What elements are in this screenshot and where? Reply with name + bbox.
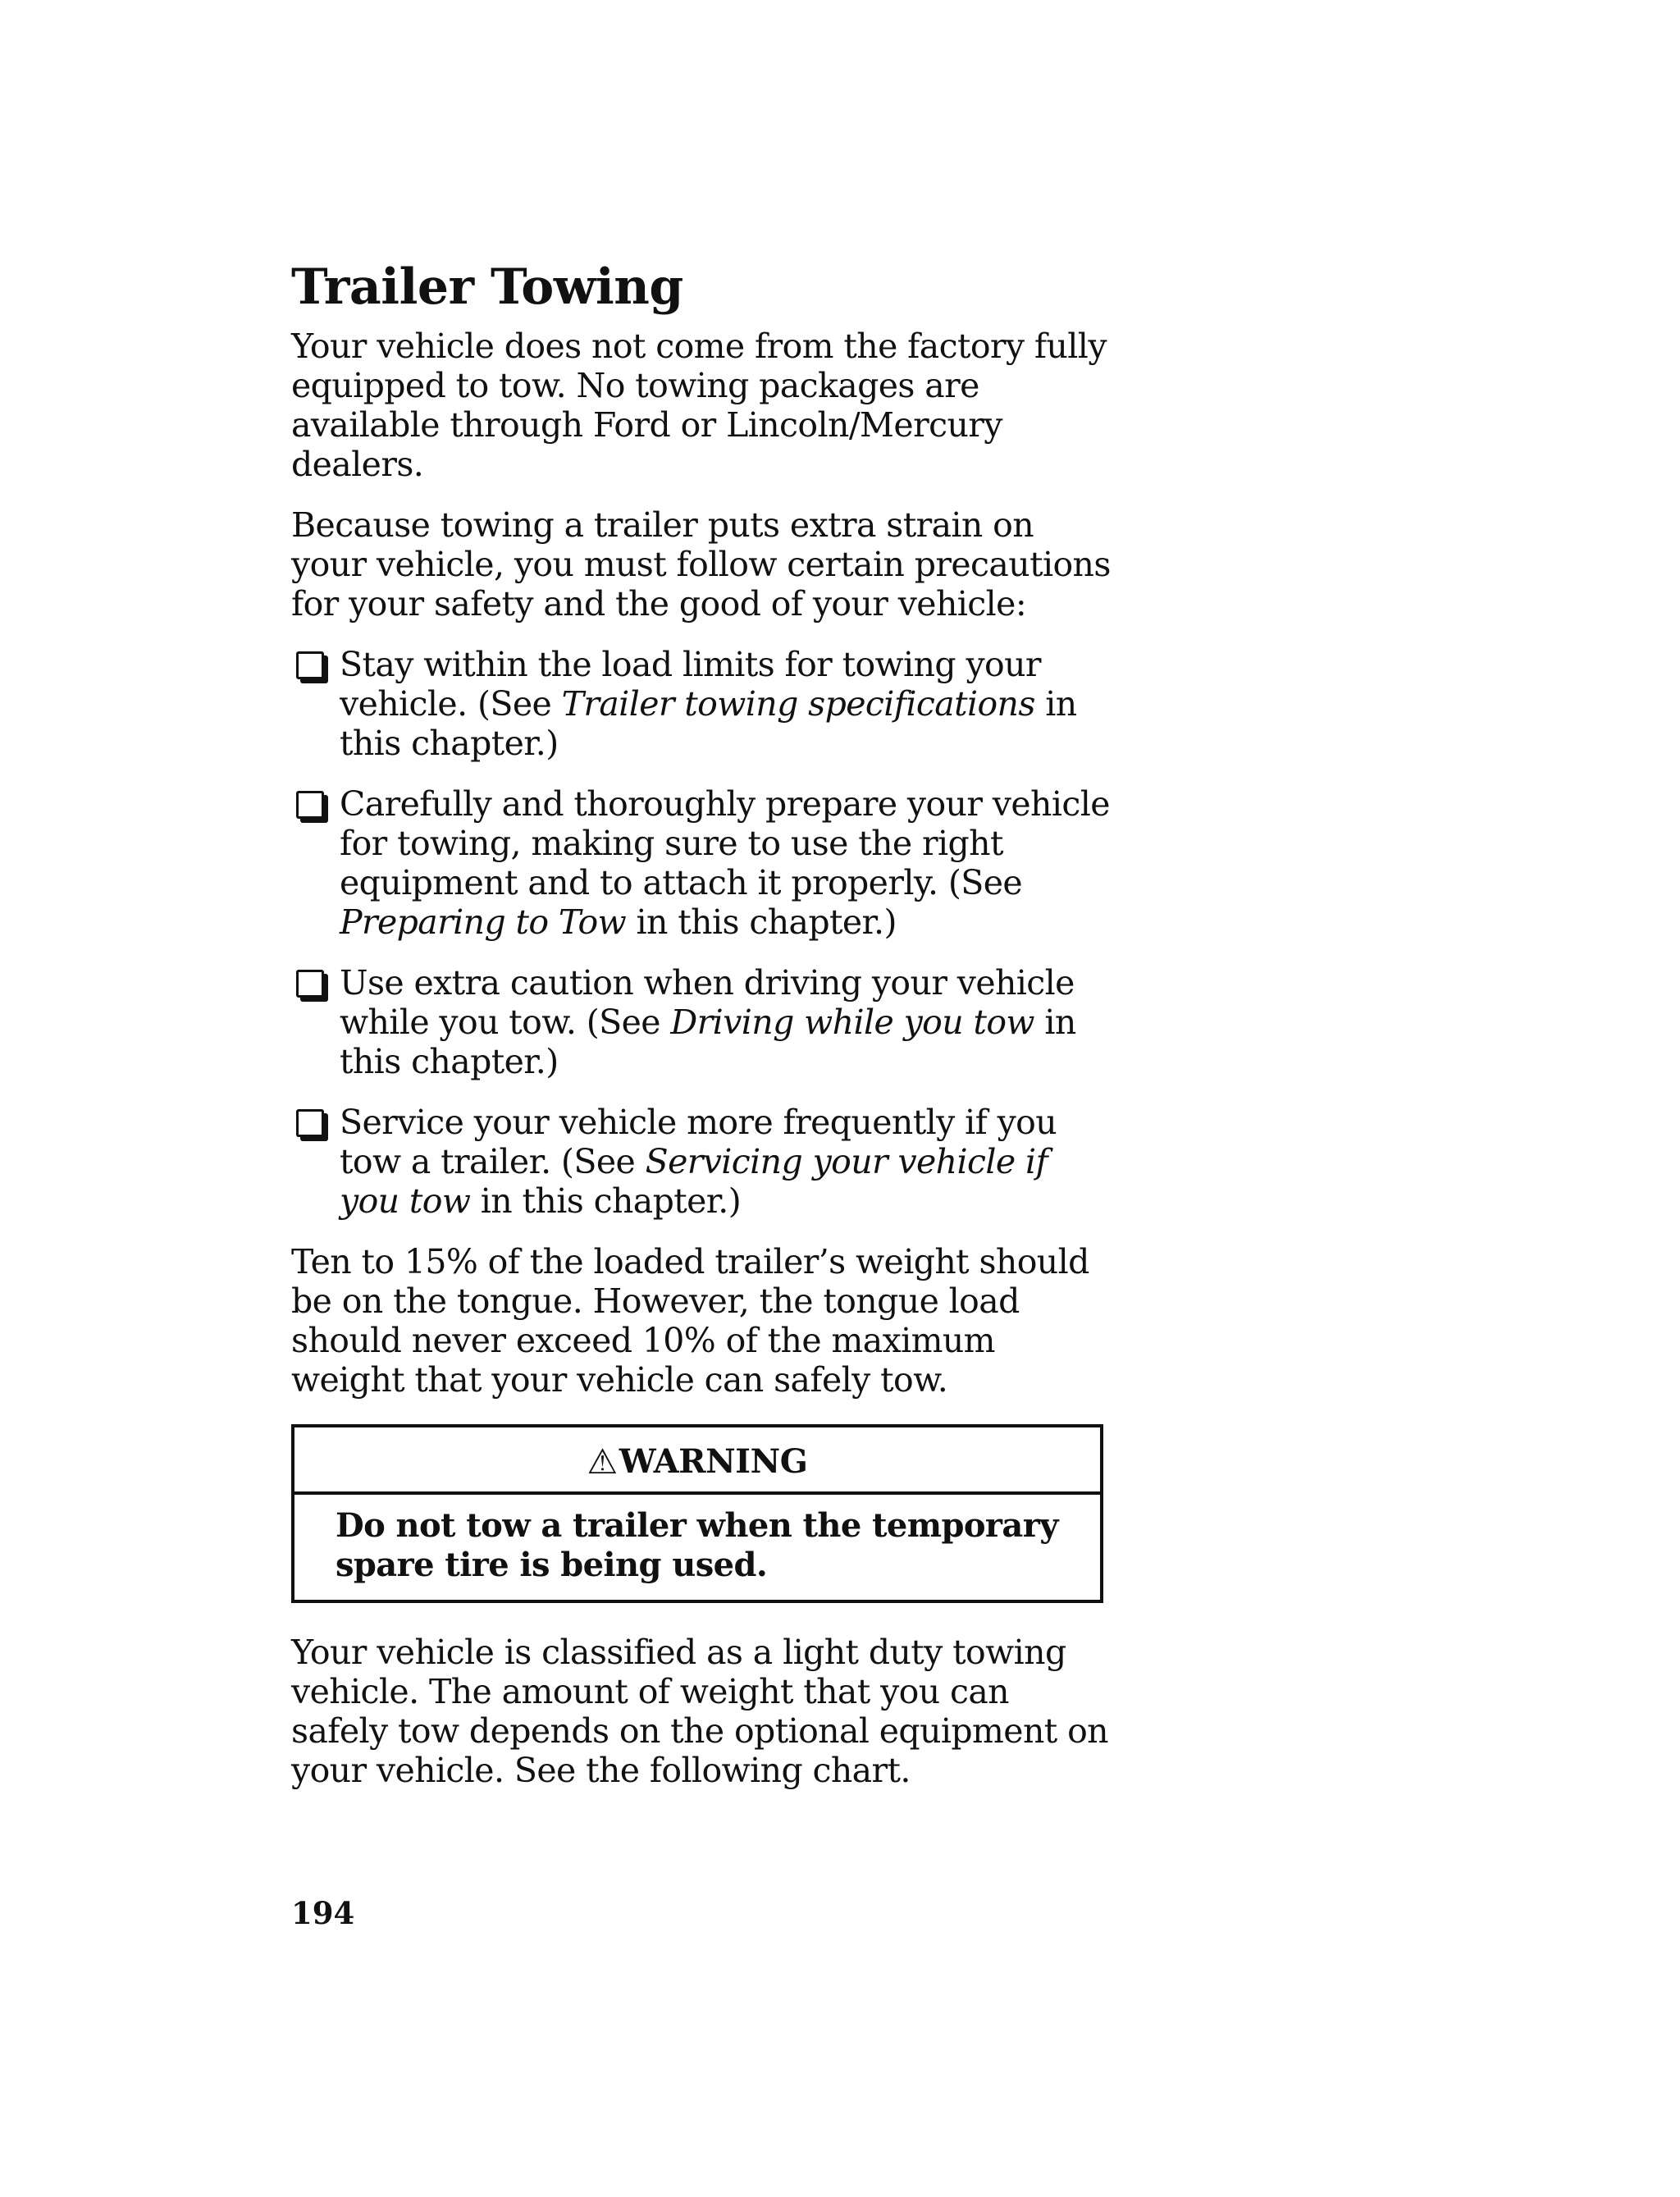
- warning-title: WARNING: [619, 1442, 808, 1481]
- checkbox-icon: [296, 791, 324, 819]
- list-item-text: Use extra caution when driving your vehicle while you tow. (See Driving while you tow in this chapter.): [340, 963, 1076, 1081]
- precautions-paragraph: Because towing a trailer puts extra strain on your vehicle, you must follow certain precautions for your safety and the good of your vehicle:: [291, 505, 1111, 623]
- list-item: [291, 645, 1112, 763]
- page-number: 194: [291, 1895, 355, 1931]
- list-item: [291, 784, 1112, 942]
- list-item-text: Carefully and thoroughly prepare your vehicle for towing, making sure to use the right equipment and to attach it properly. (See Preparing to Tow in this chapter.): [340, 784, 1110, 942]
- list-item: [291, 963, 1112, 1081]
- warning-header: [294, 1427, 1100, 1495]
- list-item-text: Stay within the load limits for towing your vehicle. (See Trailer towing specifications in this chapter.): [340, 645, 1077, 763]
- closing-paragraph: Your vehicle is classified as a light duty towing vehicle. The amount of weight that you can safely tow depends on the optional equipment on your vehicle. See the following chart.: [291, 1633, 1108, 1790]
- warning-text: Do not tow a trailer when the temporary spare tire is being used.: [336, 1506, 1058, 1584]
- precautions-list: [291, 645, 1112, 1221]
- page-title: Trailer Towing: [291, 258, 683, 316]
- tongue-load-paragraph: Ten to 15% of the loaded trailer’s weight should be on the tongue. However, the tongue load should never exceed 10% of the maximum weight that your vehicle can safely tow.: [291, 1242, 1089, 1400]
- page-content: [291, 254, 1112, 1811]
- intro-paragraph: Your vehicle does not come from the factory fully equipped to tow. No towing packages are available through Ford or Lincoln/Mercury dealers.: [291, 327, 1107, 484]
- checkbox-icon: [296, 1109, 324, 1137]
- list-item: [291, 1103, 1112, 1221]
- checkbox-icon: [296, 651, 324, 679]
- warning-box: [291, 1424, 1103, 1603]
- warning-triangle-icon: ⚠: [587, 1441, 618, 1482]
- checkbox-icon: [296, 970, 324, 998]
- list-item-text: Service your vehicle more frequently if you tow a trailer. (See Servicing your vehicle if you tow in this chapter.): [340, 1103, 1057, 1221]
